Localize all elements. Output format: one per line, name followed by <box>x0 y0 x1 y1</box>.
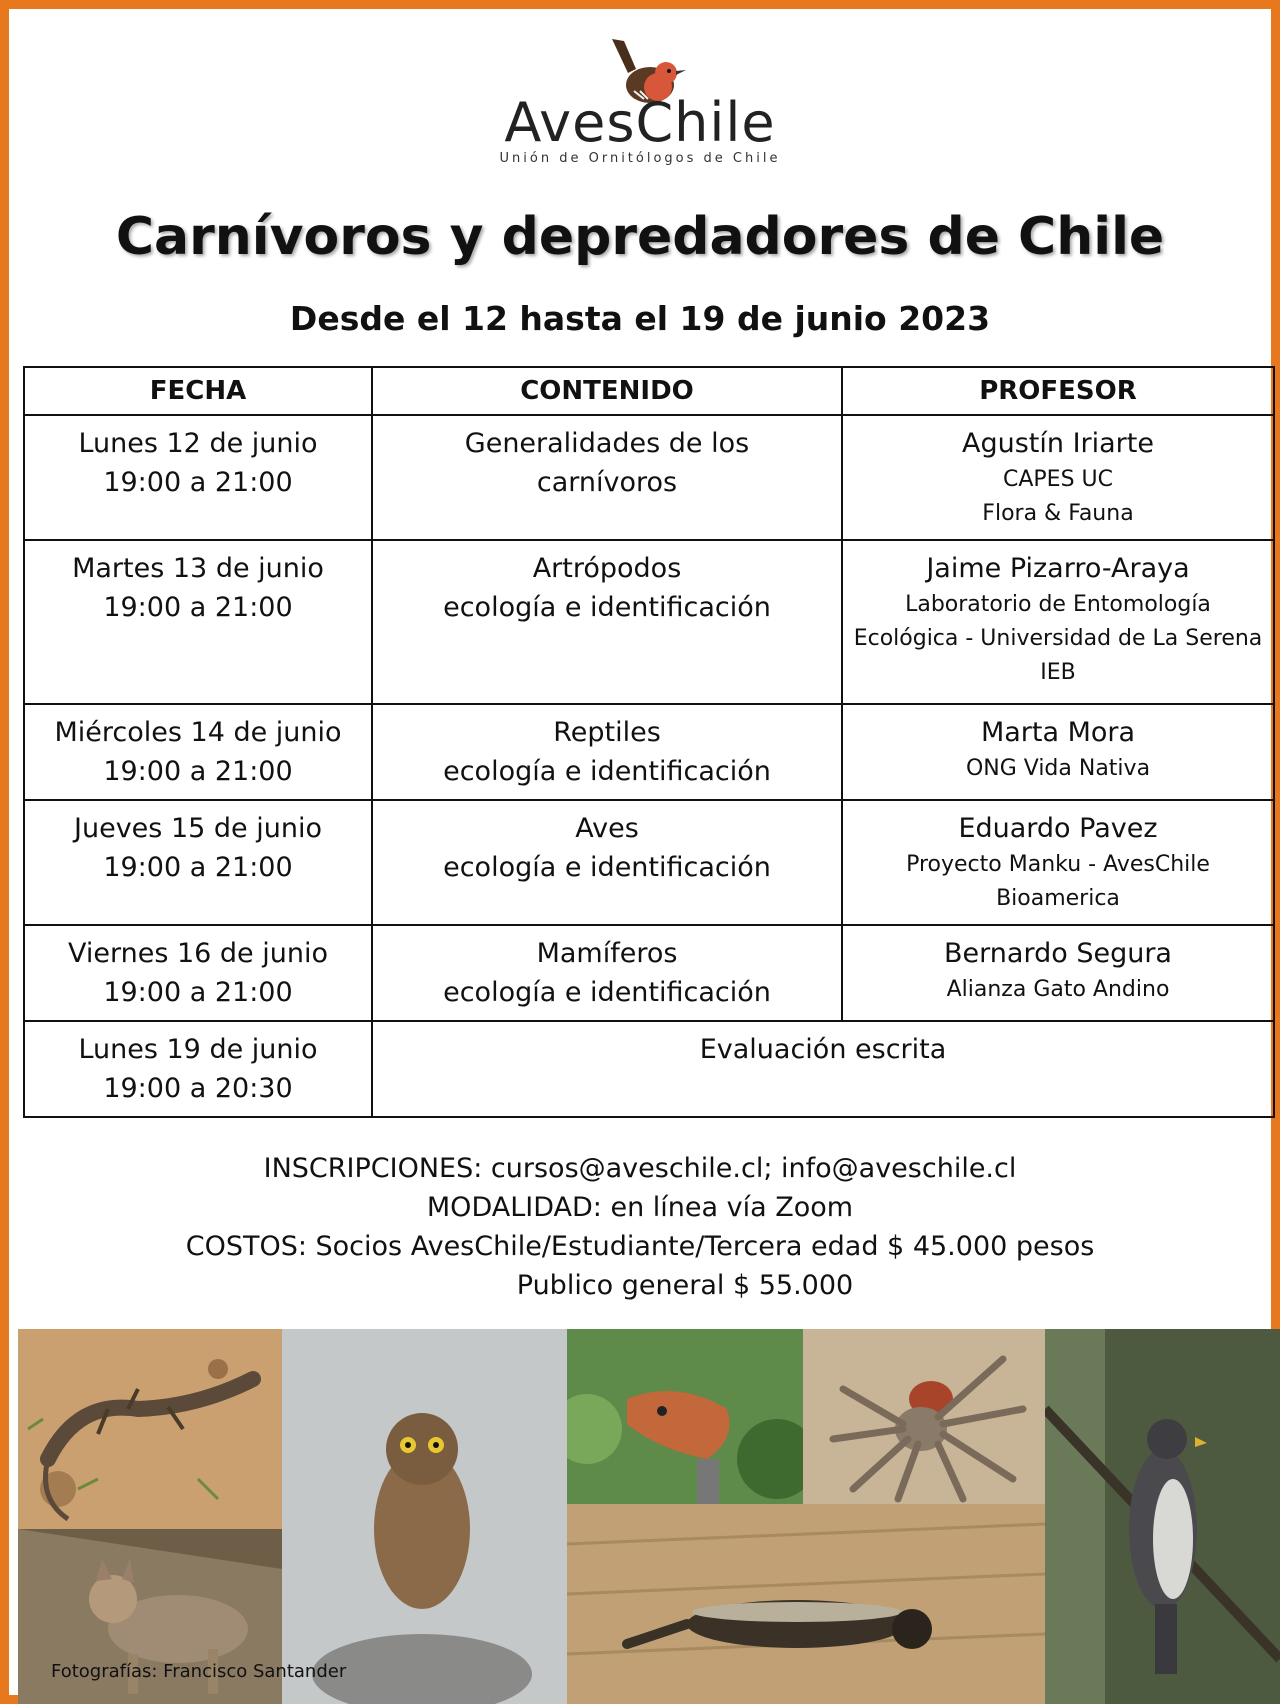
teacher-affiliation: Flora & Fauna <box>982 501 1134 526</box>
content-line: ecología e identificación <box>443 756 771 787</box>
teacher-affiliation: IEB <box>1040 660 1076 685</box>
date-time: 19:00 a 21:00 <box>103 977 293 1008</box>
tarantula-photo <box>803 1329 1045 1504</box>
date-time: 19:00 a 21:00 <box>103 467 293 498</box>
teacher-name: Eduardo Pavez <box>958 813 1158 844</box>
teacher-affiliation: Proyecto Manku - AvesChile <box>906 852 1210 877</box>
hawk-photo <box>1045 1329 1280 1704</box>
header-profesor: PROFESOR <box>842 367 1274 415</box>
table-row <box>24 540 1274 704</box>
content-line: Reptiles <box>553 717 661 748</box>
table-row <box>24 925 1274 1021</box>
date-cell <box>24 540 372 704</box>
modality-line: MODALIDAD: en línea vía Zoom <box>426 1192 854 1223</box>
date-cell <box>24 800 372 925</box>
date-time: 19:00 a 21:00 <box>103 756 293 787</box>
date-cell <box>24 925 372 1021</box>
photo-credit: Fotografías: Francisco Santander <box>51 1661 347 1682</box>
content-line: Generalidades de los <box>464 428 750 459</box>
lizard-head-photo <box>567 1329 803 1504</box>
date-time: 19:00 a 20:30 <box>103 1073 293 1104</box>
course-dates: Desde el 12 hasta el 19 de junio 2023 <box>289 299 991 338</box>
teacher-name: Jaime Pizarro-Araya <box>926 553 1190 584</box>
evaluation-label: Evaluación escrita <box>699 1034 947 1065</box>
costs-line: COSTOS: Socios AvesChile/Estudiante/Tercera edad $ 45.000 pesos <box>185 1231 1095 1262</box>
date-day: Jueves 15 de junio <box>74 813 322 844</box>
date-cell <box>24 415 372 540</box>
header-contenido: CONTENIDO <box>372 367 842 415</box>
grison-photo <box>567 1504 1045 1704</box>
schedule-table <box>23 366 1275 1118</box>
public-cost-line: Publico general $ 55.000 <box>516 1270 854 1301</box>
lizard-photo <box>18 1329 282 1529</box>
teacher-affiliation: Laboratorio de Entomología <box>905 592 1211 617</box>
content-line: carnívoros <box>536 467 678 498</box>
content-line: Artrópodos <box>532 553 682 584</box>
content-line: ecología e identificación <box>443 852 771 883</box>
table-header-row <box>24 367 1274 415</box>
teacher-affiliation: Ecológica - Universidad de La Serena <box>853 626 1263 651</box>
teacher-cell <box>842 800 1274 925</box>
date-day: Viernes 16 de junio <box>67 938 328 969</box>
owl-photo <box>282 1329 567 1704</box>
evaluation-cell <box>372 1021 1274 1117</box>
aveschile-logo <box>9 35 1271 166</box>
date-cell <box>24 1021 372 1117</box>
table-row <box>24 800 1274 925</box>
photo-collage <box>18 1329 1280 1704</box>
teacher-name: Bernardo Segura <box>944 938 1172 969</box>
header-fecha: FECHA <box>24 367 372 415</box>
teacher-cell <box>842 415 1274 540</box>
teacher-affiliation: Alianza Gato Andino <box>946 977 1170 1002</box>
date-time: 19:00 a 21:00 <box>103 592 293 623</box>
table-row <box>24 1021 1274 1117</box>
date-day: Lunes 12 de junio <box>78 428 318 459</box>
date-cell <box>24 704 372 800</box>
content-cell <box>372 800 842 925</box>
teacher-cell <box>842 704 1274 800</box>
teacher-cell <box>842 540 1274 704</box>
course-title: Carnívoros y depredadores de Chile <box>115 207 1165 267</box>
teacher-name: Agustín Iriarte <box>962 428 1154 459</box>
brand-name: AvesChile <box>504 91 776 154</box>
content-cell <box>372 925 842 1021</box>
teacher-affiliation: Bioamerica <box>996 886 1120 911</box>
content-cell <box>372 415 842 540</box>
inscriptions-line: INSCRIPCIONES: cursos@aveschile.cl; info@aveschile.cl <box>263 1153 1017 1184</box>
content-cell <box>372 540 842 704</box>
date-time: 19:00 a 21:00 <box>103 852 293 883</box>
content-cell <box>372 704 842 800</box>
teacher-cell <box>842 925 1274 1021</box>
teacher-affiliation: CAPES UC <box>1003 467 1113 492</box>
course-info <box>9 1149 1271 1305</box>
teacher-affiliation: ONG Vida Nativa <box>965 756 1151 781</box>
date-day: Miércoles 14 de junio <box>54 717 342 748</box>
content-line: ecología e identificación <box>443 592 771 623</box>
brand-tagline: Unión de Ornitólogos de Chile <box>499 151 781 166</box>
table-row <box>24 704 1274 800</box>
content-line: Aves <box>575 813 639 844</box>
date-day: Lunes 19 de junio <box>78 1034 318 1065</box>
table-row <box>24 415 1274 540</box>
teacher-name: Marta Mora <box>980 717 1136 748</box>
content-line: ecología e identificación <box>443 977 771 1008</box>
content-line: Mamíferos <box>536 938 678 969</box>
date-day: Martes 13 de junio <box>72 553 324 584</box>
